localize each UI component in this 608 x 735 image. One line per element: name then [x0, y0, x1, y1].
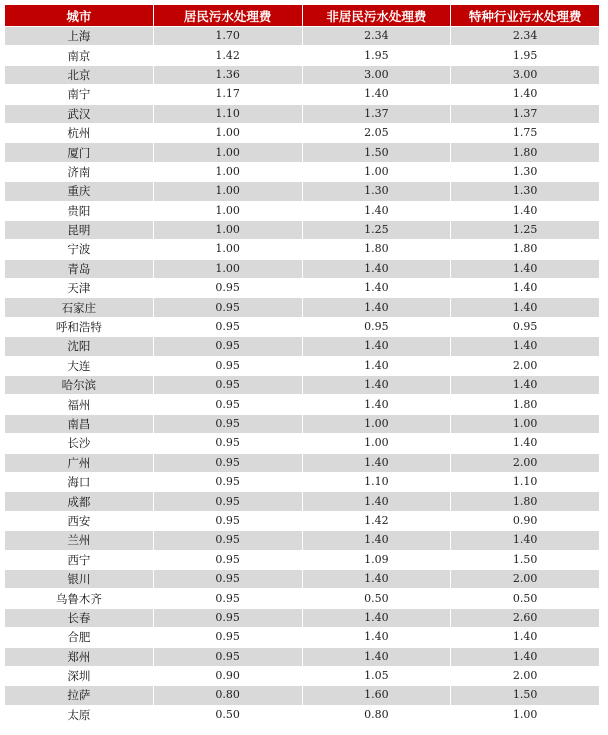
cell-residential-fee: 0.95: [154, 279, 302, 297]
cell-city: 乌鲁木齐: [5, 589, 153, 607]
cell-city: 沈阳: [5, 337, 153, 355]
table-body: [5, 27, 599, 724]
cell-city: 南京: [5, 46, 153, 64]
table-row: [5, 240, 599, 258]
cell-city: 郑州: [5, 648, 153, 666]
cell-non-residential-fee: 1.40: [303, 202, 451, 220]
cell-non-residential-fee: 1.40: [303, 648, 451, 666]
table-row: [5, 570, 599, 588]
cell-special-industry-fee: 1.50: [451, 551, 599, 569]
cell-special-industry-fee: 2.00: [451, 357, 599, 375]
cell-city: 杭州: [5, 124, 153, 142]
cell-city: 拉萨: [5, 686, 153, 704]
cell-non-residential-fee: 1.10: [303, 473, 451, 491]
table-row: [5, 609, 599, 627]
table-row: [5, 512, 599, 530]
cell-city: 贵阳: [5, 202, 153, 220]
cell-non-residential-fee: 0.95: [303, 318, 451, 336]
cell-special-industry-fee: 1.40: [451, 531, 599, 549]
cell-special-industry-fee: 2.34: [451, 27, 599, 45]
cell-non-residential-fee: 1.40: [303, 531, 451, 549]
table-row: [5, 182, 599, 200]
cell-residential-fee: 0.95: [154, 376, 302, 394]
header-row: [5, 5, 599, 26]
table-row: [5, 337, 599, 355]
cell-non-residential-fee: 1.37: [303, 105, 451, 123]
cell-special-industry-fee: 0.95: [451, 318, 599, 336]
cell-non-residential-fee: 0.80: [303, 706, 451, 724]
cell-special-industry-fee: 1.40: [451, 202, 599, 220]
table-row: [5, 279, 599, 297]
cell-city: 宁波: [5, 240, 153, 258]
table-header: [5, 5, 599, 26]
cell-special-industry-fee: 1.50: [451, 686, 599, 704]
cell-city: 大连: [5, 357, 153, 375]
cell-non-residential-fee: 1.30: [303, 182, 451, 200]
cell-non-residential-fee: 1.40: [303, 298, 451, 316]
cell-non-residential-fee: 1.25: [303, 221, 451, 239]
cell-residential-fee: 0.90: [154, 667, 302, 685]
cell-city: 天津: [5, 279, 153, 297]
cell-special-industry-fee: 1.40: [451, 628, 599, 646]
cell-residential-fee: 0.95: [154, 298, 302, 316]
cell-special-industry-fee: 1.37: [451, 105, 599, 123]
table-row: [5, 357, 599, 375]
cell-non-residential-fee: 1.80: [303, 240, 451, 258]
cell-residential-fee: 0.95: [154, 570, 302, 588]
cell-special-industry-fee: 1.40: [451, 298, 599, 316]
cell-non-residential-fee: 1.40: [303, 85, 451, 103]
table-row: [5, 46, 599, 64]
cell-special-industry-fee: 0.50: [451, 589, 599, 607]
cell-city: 西安: [5, 512, 153, 530]
cell-residential-fee: 0.95: [154, 454, 302, 472]
cell-special-industry-fee: 1.80: [451, 143, 599, 161]
cell-non-residential-fee: 1.00: [303, 163, 451, 181]
cell-city: 武汉: [5, 105, 153, 123]
cell-special-industry-fee: 1.30: [451, 182, 599, 200]
cell-city: 青岛: [5, 260, 153, 278]
cell-residential-fee: 1.00: [154, 124, 302, 142]
header-special-industry-fee: 特种行业污水处理费: [451, 5, 599, 26]
table-row: [5, 221, 599, 239]
cell-residential-fee: 1.42: [154, 46, 302, 64]
cell-residential-fee: 1.00: [154, 143, 302, 161]
cell-non-residential-fee: 1.40: [303, 609, 451, 627]
cell-residential-fee: 1.70: [154, 27, 302, 45]
cell-residential-fee: 1.36: [154, 66, 302, 84]
cell-non-residential-fee: 1.05: [303, 667, 451, 685]
cell-special-industry-fee: 1.00: [451, 706, 599, 724]
cell-city: 西宁: [5, 551, 153, 569]
cell-city: 上海: [5, 27, 153, 45]
cell-special-industry-fee: 2.60: [451, 609, 599, 627]
cell-special-industry-fee: 1.40: [451, 434, 599, 452]
cell-special-industry-fee: 1.75: [451, 124, 599, 142]
cell-residential-fee: 0.95: [154, 589, 302, 607]
table-row: [5, 551, 599, 569]
cell-non-residential-fee: 1.40: [303, 279, 451, 297]
cell-non-residential-fee: 1.42: [303, 512, 451, 530]
table-row: [5, 434, 599, 452]
cell-special-industry-fee: 1.40: [451, 279, 599, 297]
cell-non-residential-fee: 1.40: [303, 337, 451, 355]
cell-residential-fee: 0.95: [154, 551, 302, 569]
table-row: [5, 105, 599, 123]
cell-residential-fee: 1.00: [154, 240, 302, 258]
cell-residential-fee: 0.95: [154, 337, 302, 355]
sewage-fee-table: [4, 4, 600, 725]
cell-city: 兰州: [5, 531, 153, 549]
cell-non-residential-fee: 1.40: [303, 628, 451, 646]
cell-residential-fee: 0.95: [154, 415, 302, 433]
cell-residential-fee: 0.95: [154, 512, 302, 530]
table-row: [5, 124, 599, 142]
cell-special-industry-fee: 3.00: [451, 66, 599, 84]
cell-city: 厦门: [5, 143, 153, 161]
cell-city: 长沙: [5, 434, 153, 452]
cell-non-residential-fee: 1.60: [303, 686, 451, 704]
cell-residential-fee: 0.95: [154, 434, 302, 452]
table-row: [5, 376, 599, 394]
table-row: [5, 454, 599, 472]
header-residential-fee: 居民污水处理费: [154, 5, 302, 26]
cell-special-industry-fee: 2.00: [451, 454, 599, 472]
cell-non-residential-fee: 1.00: [303, 434, 451, 452]
cell-city: 成都: [5, 492, 153, 510]
table-row: [5, 318, 599, 336]
cell-residential-fee: 1.00: [154, 221, 302, 239]
table-row: [5, 298, 599, 316]
cell-special-industry-fee: 0.90: [451, 512, 599, 530]
cell-city: 广州: [5, 454, 153, 472]
cell-non-residential-fee: 1.40: [303, 454, 451, 472]
cell-special-industry-fee: 1.95: [451, 46, 599, 64]
cell-non-residential-fee: 1.95: [303, 46, 451, 64]
cell-city: 重庆: [5, 182, 153, 200]
cell-special-industry-fee: 1.40: [451, 85, 599, 103]
cell-special-industry-fee: 1.80: [451, 492, 599, 510]
cell-non-residential-fee: 2.34: [303, 27, 451, 45]
table-row: [5, 415, 599, 433]
table-row: [5, 143, 599, 161]
cell-non-residential-fee: 1.40: [303, 376, 451, 394]
cell-special-industry-fee: 1.00: [451, 415, 599, 433]
table-row: [5, 492, 599, 510]
cell-non-residential-fee: 3.00: [303, 66, 451, 84]
cell-city: 石家庄: [5, 298, 153, 316]
table-row: [5, 473, 599, 491]
cell-residential-fee: 0.95: [154, 609, 302, 627]
cell-special-industry-fee: 1.80: [451, 395, 599, 413]
cell-special-industry-fee: 1.40: [451, 376, 599, 394]
cell-residential-fee: 0.95: [154, 531, 302, 549]
cell-special-industry-fee: 1.10: [451, 473, 599, 491]
cell-residential-fee: 0.80: [154, 686, 302, 704]
cell-residential-fee: 0.95: [154, 648, 302, 666]
cell-residential-fee: 1.00: [154, 202, 302, 220]
cell-non-residential-fee: 1.40: [303, 570, 451, 588]
cell-residential-fee: 1.17: [154, 85, 302, 103]
table-row: [5, 667, 599, 685]
cell-non-residential-fee: 1.00: [303, 415, 451, 433]
cell-city: 呼和浩特: [5, 318, 153, 336]
cell-special-industry-fee: 1.40: [451, 648, 599, 666]
cell-city: 深圳: [5, 667, 153, 685]
cell-non-residential-fee: 0.50: [303, 589, 451, 607]
cell-residential-fee: 1.00: [154, 182, 302, 200]
cell-city: 长春: [5, 609, 153, 627]
cell-residential-fee: 0.95: [154, 357, 302, 375]
cell-residential-fee: 0.95: [154, 473, 302, 491]
table-row: [5, 163, 599, 181]
cell-special-industry-fee: 2.00: [451, 667, 599, 685]
table-row: [5, 66, 599, 84]
cell-special-industry-fee: 1.40: [451, 260, 599, 278]
cell-non-residential-fee: 1.09: [303, 551, 451, 569]
cell-residential-fee: 0.95: [154, 318, 302, 336]
table-row: [5, 27, 599, 45]
fee-table-container: [4, 4, 600, 725]
table-row: [5, 686, 599, 704]
table-row: [5, 648, 599, 666]
cell-residential-fee: 1.10: [154, 105, 302, 123]
table-row: [5, 85, 599, 103]
cell-city: 海口: [5, 473, 153, 491]
cell-residential-fee: 0.50: [154, 706, 302, 724]
cell-city: 昆明: [5, 221, 153, 239]
cell-city: 太原: [5, 706, 153, 724]
cell-residential-fee: 1.00: [154, 163, 302, 181]
cell-residential-fee: 0.95: [154, 628, 302, 646]
table-row: [5, 589, 599, 607]
header-city: 城市: [5, 5, 153, 26]
table-row: [5, 531, 599, 549]
cell-special-industry-fee: 1.30: [451, 163, 599, 181]
cell-non-residential-fee: 2.05: [303, 124, 451, 142]
cell-special-industry-fee: 1.80: [451, 240, 599, 258]
cell-residential-fee: 0.95: [154, 492, 302, 510]
cell-special-industry-fee: 1.40: [451, 337, 599, 355]
cell-city: 北京: [5, 66, 153, 84]
cell-non-residential-fee: 1.50: [303, 143, 451, 161]
cell-residential-fee: 1.00: [154, 260, 302, 278]
table-row: [5, 628, 599, 646]
cell-city: 南宁: [5, 85, 153, 103]
cell-city: 哈尔滨: [5, 376, 153, 394]
cell-city: 南昌: [5, 415, 153, 433]
cell-city: 福州: [5, 395, 153, 413]
cell-residential-fee: 0.95: [154, 395, 302, 413]
cell-non-residential-fee: 1.40: [303, 357, 451, 375]
table-row: [5, 260, 599, 278]
table-row: [5, 395, 599, 413]
header-non-residential-fee: 非居民污水处理费: [303, 5, 451, 26]
cell-non-residential-fee: 1.40: [303, 492, 451, 510]
cell-special-industry-fee: 2.00: [451, 570, 599, 588]
cell-special-industry-fee: 1.25: [451, 221, 599, 239]
cell-non-residential-fee: 1.40: [303, 260, 451, 278]
table-row: [5, 706, 599, 724]
cell-city: 银川: [5, 570, 153, 588]
table-row: [5, 202, 599, 220]
cell-city: 济南: [5, 163, 153, 181]
cell-city: 合肥: [5, 628, 153, 646]
cell-non-residential-fee: 1.40: [303, 395, 451, 413]
